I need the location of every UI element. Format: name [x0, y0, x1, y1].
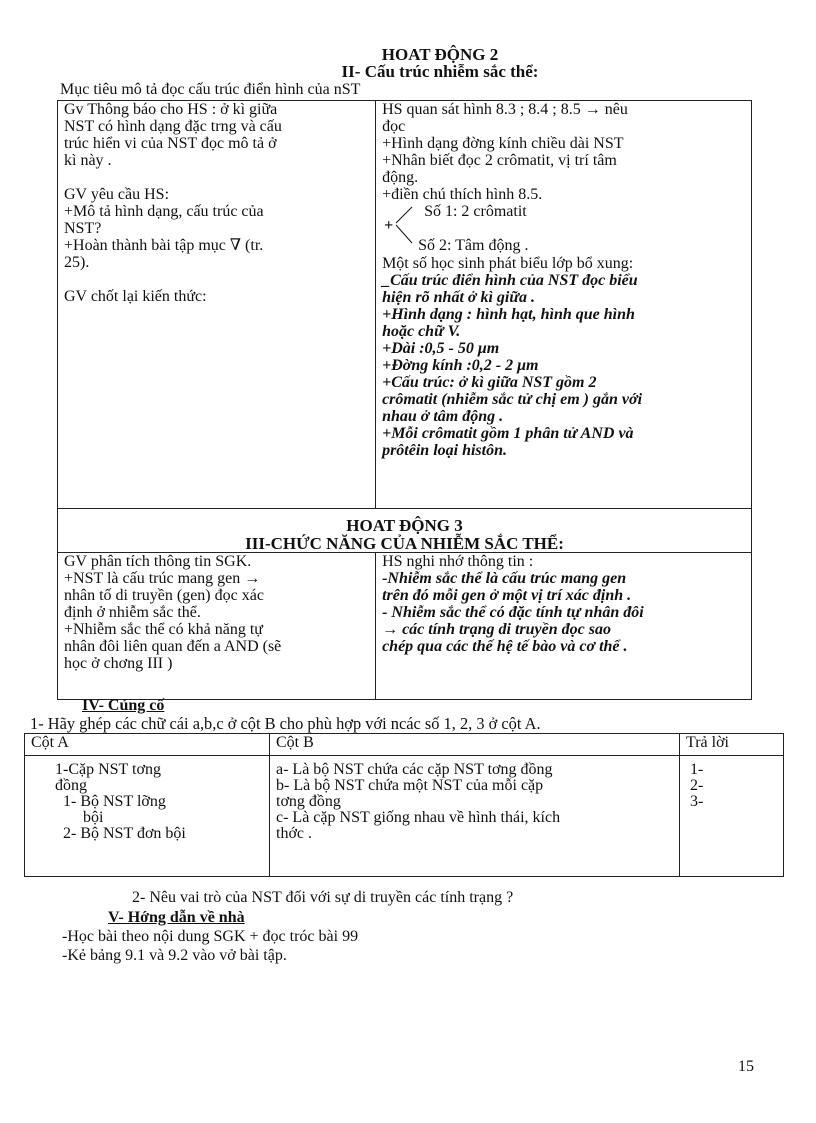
teacher-line — [64, 169, 375, 186]
knowledge-line: +Mỗi crômatit gồm 1 phân tử AND và — [382, 425, 634, 442]
function-line: -Nhiễm sắc thể là cấu trúc mang gen — [382, 570, 627, 587]
knowledge-line: +Hình dạng : hình hạt, hình que hình — [382, 306, 635, 323]
student-line: động. — [382, 169, 419, 186]
teacher-line — [64, 271, 375, 288]
col-b-cell — [270, 756, 680, 877]
activity2-heading: HOAT ĐỘNG 2 — [381, 45, 499, 64]
col-a-item: 2- Bộ NST đơn bội — [63, 825, 186, 842]
homework-line-2: -Kẻ bảng 9.1 và 9.2 vào vở bài tập. — [62, 947, 287, 964]
col-a-item: 1-Cặp NST tơng — [55, 761, 161, 778]
col-b-item: b- Là bộ NST chứa một NST của mỗi cặp — [276, 777, 544, 794]
teacher-line: +Mô tả hình dạng, cấu trúc của — [64, 203, 264, 220]
col-a-item: bội — [83, 809, 104, 826]
teacher-line: GV chốt lại kiến thức: — [64, 288, 207, 305]
teacher-line: trúc hiển vi của NST đọc mô tả ở — [64, 135, 277, 152]
student-line: +Hình dạng đờng kính chiều dài NST — [382, 135, 624, 152]
activity2-title: II- Cấu trúc nhiễm sắc thể: — [341, 62, 539, 81]
section5-title: V- Hớng dẫn về nhà — [108, 909, 245, 926]
col-b-item: tơng đồng — [276, 793, 341, 810]
teacher-line: GV yêu cầu HS: — [64, 186, 170, 203]
col-b-item: thớc . — [276, 825, 313, 842]
label-so2: Số 2: Tâm động . — [418, 237, 529, 254]
supplement-line: Một số học sinh phát biểu lớp bổ xung: — [382, 255, 634, 272]
homework-line-1: -Học bài theo nội dung SGK + đọc tróc bài 99 — [62, 928, 359, 945]
teacher-line: Gv Thông báo cho HS : ở kì giữa — [64, 101, 278, 118]
function-line: chép qua các thế hệ tế bào và cơ thể . — [382, 638, 628, 655]
function-line: - Nhiễm sắc thể có đặc tính tự nhân đôi — [382, 604, 644, 621]
question2: 2- Nêu vai trò của NST đối với sự di truyền các tính trạng ? — [132, 889, 514, 906]
answer-item: 1- — [690, 761, 704, 778]
student-intro: HS nghi nhớ thông tin : — [382, 553, 534, 570]
teacher-line-2: +NST là cấu trúc mang gen → — [64, 570, 261, 587]
function-line: → các tính trạng di truyền đọc sao — [382, 621, 611, 638]
col-b-item: a- Là bộ NST chứa các cặp NST tơng đồng — [276, 761, 553, 778]
teacher-line: +Hoàn thành bài tập mục ∇ (tr. — [64, 237, 264, 254]
activity3-title: III-CHỨC NĂNG CỦA NHIỄM SẮC THỂ: — [245, 534, 564, 553]
col-b-item: c- Là cặp NST giống nhau về hình thái, kích — [276, 809, 561, 826]
teacher-line-2: nhân tố di truyền (gen) đọc xác — [64, 587, 264, 604]
knowledge-line: +Cấu trúc: ở kì giữa NST gồm 2 — [382, 374, 597, 391]
teacher-line-2: nhân đôi liên quan đến a AND (sẽ — [64, 638, 282, 655]
teacher-line-2: +Nhiễm sắc thể có khả năng tự — [64, 621, 263, 638]
label-so1: Số 1: 2 crômatit — [424, 203, 527, 220]
teacher-line: NST? — [64, 220, 102, 237]
header-col-b: Cột B — [270, 734, 680, 756]
figure-annotation — [382, 203, 751, 255]
knowledge-line: hoặc chữ V. — [382, 323, 461, 340]
teacher-line-2: GV phân tích thông tin SGK. — [64, 553, 252, 570]
knowledge-line: _Cấu trúc điển hình của NST đọc biểu — [382, 272, 638, 289]
knowledge-line: nhau ở tâm động . — [382, 408, 504, 425]
teacher-column-2 — [58, 553, 376, 700]
knowledge-line: +Dài :0,5 - 50 μm — [382, 340, 500, 357]
function-line: trên đó mỗi gen ở một vị trí xác định . — [382, 587, 632, 604]
answer-item: 3- — [690, 793, 704, 810]
header-col-a: Cột A — [25, 734, 270, 756]
matching-table — [24, 733, 784, 877]
objective-line: Mục tiêu mô tả đọc cấu trúc điển hình của nST — [60, 81, 361, 98]
teacher-line-2: định ở nhiễm sắc thể. — [64, 604, 201, 621]
knowledge-line: crômatit (nhiễm sắc tử chị em ) gắn với — [382, 391, 643, 408]
student-line: +điền chú thích hình 8.5. — [382, 186, 543, 203]
page-number: 15 — [738, 1058, 754, 1075]
answer-item: 2- — [690, 777, 704, 794]
teacher-line: kì này . — [64, 152, 112, 169]
question1: 1- Hãy ghép các chữ cái a,b,c ở cột B cho phù hợp với ncác số 1, 2, 3 ở cột A. — [30, 714, 541, 733]
col-a-item: đồng — [55, 777, 87, 794]
teacher-column — [58, 101, 376, 509]
teacher-line: 25). — [64, 254, 90, 271]
teacher-line: NST có hình dạng đặc trng và cấu — [64, 118, 282, 135]
section4-title: IV- Củng cố — [82, 697, 165, 714]
student-column-2 — [376, 553, 752, 700]
activity2-table — [57, 100, 752, 700]
knowledge-line: hiện rõ nhất ở kì giữa . — [382, 289, 535, 306]
col-a-cell — [25, 756, 270, 877]
student-column — [376, 101, 752, 509]
student-line: +Nhân biết đọc 2 crômatit, vị trí tâm — [382, 152, 617, 169]
student-line: HS quan sát hình 8.3 ; 8.4 ; 8.5 → nêu — [382, 101, 628, 118]
student-line: đọc — [382, 118, 406, 135]
teacher-line-2: học ở chơng III ) — [64, 655, 173, 672]
activity3-heading: HOAT ĐỘNG 3 — [346, 516, 463, 535]
plus-sign: + — [384, 217, 394, 234]
answer-cell — [680, 756, 784, 877]
knowledge-line: +Đờng kính :0,2 - 2 μm — [382, 357, 539, 374]
col-a-item: 1- Bộ NST lỡng — [63, 793, 166, 810]
knowledge-line: prôtêin loại histôn. — [382, 442, 507, 459]
activity3-header-cell — [58, 509, 752, 553]
header-answer: Trả lời — [680, 734, 784, 756]
